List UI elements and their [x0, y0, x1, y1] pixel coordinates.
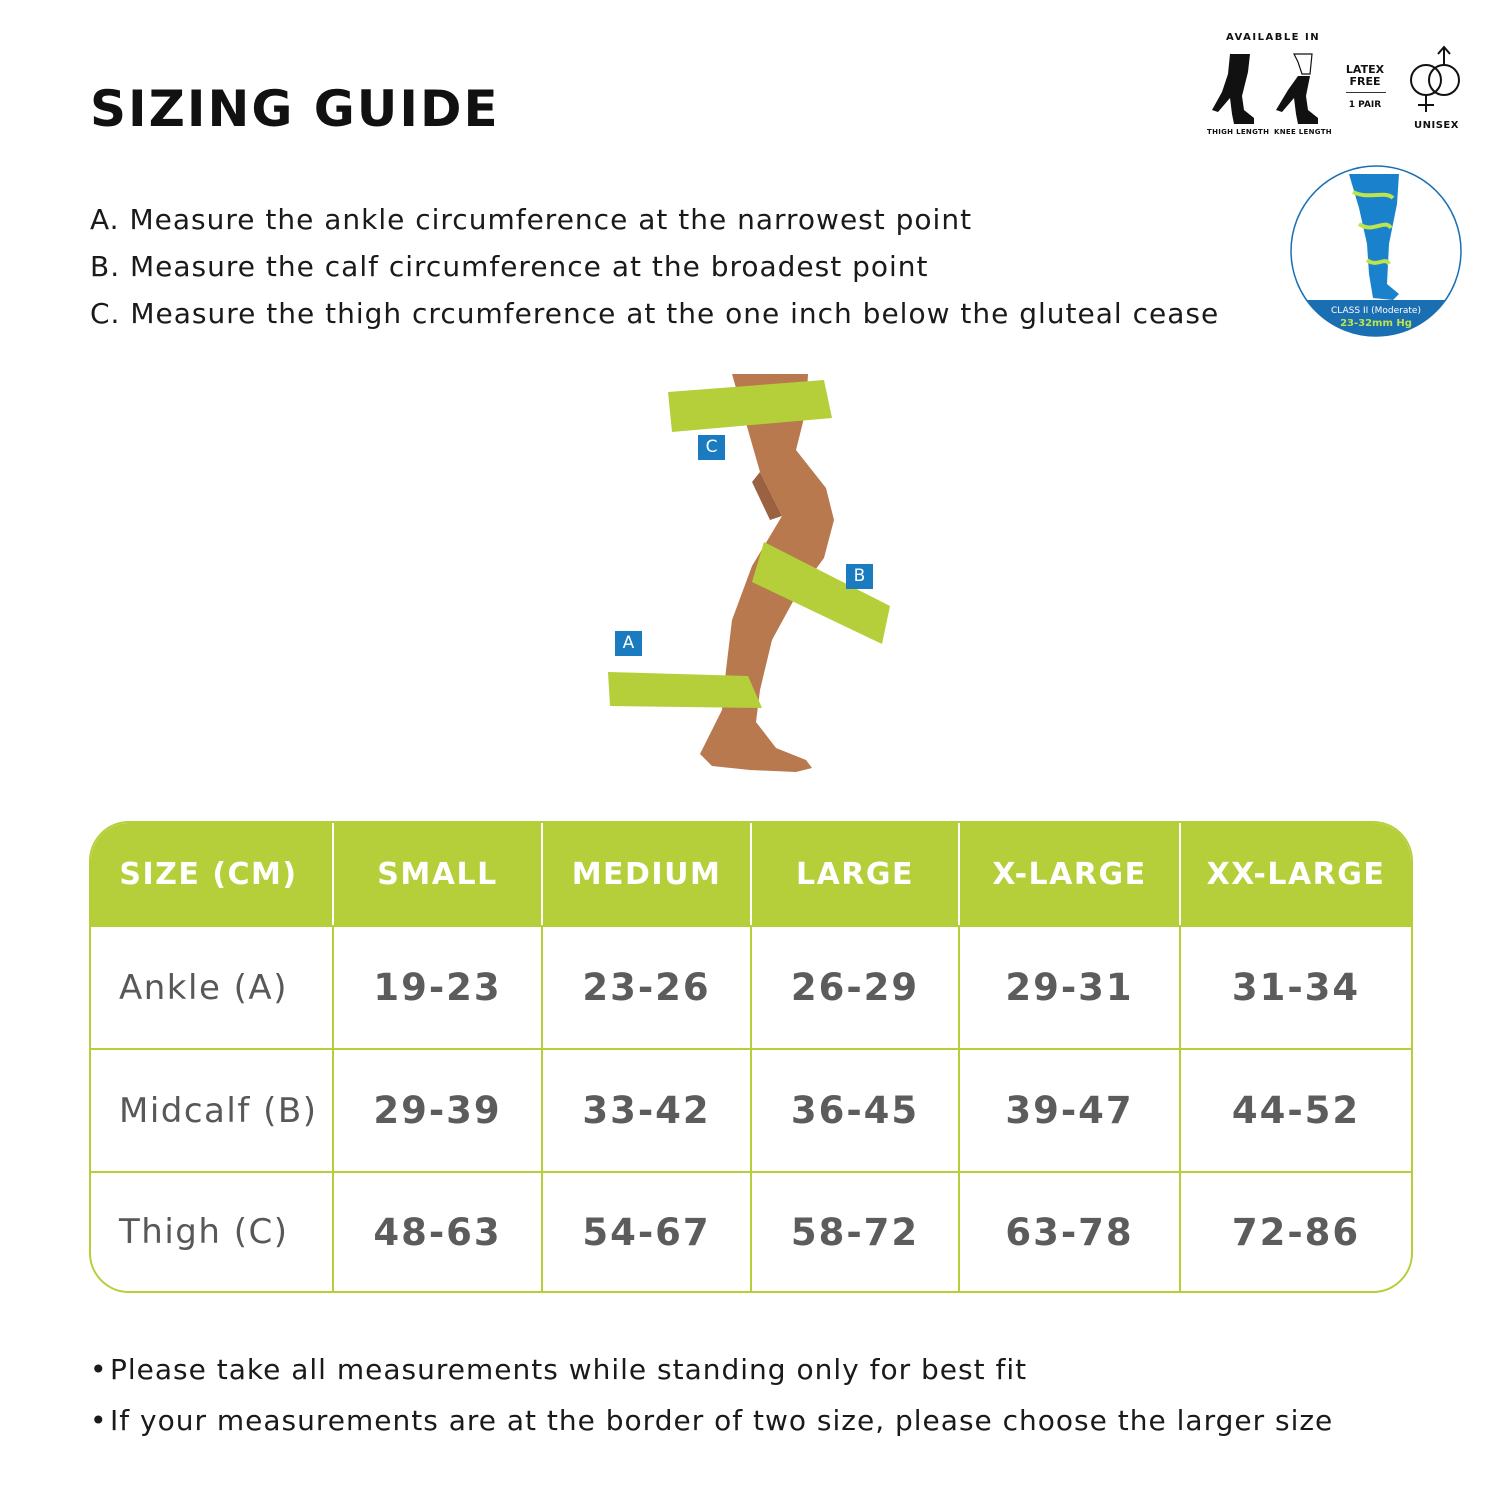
header-size-cm: SIZE (CM): [91, 823, 334, 925]
leg-measurement-illustration: [600, 370, 900, 780]
compression-class-label: CLASS II (Moderate): [1331, 306, 1421, 316]
available-in-label: AVAILABLE IN: [1226, 32, 1321, 43]
header-xx-large: XX-LARGE: [1181, 823, 1411, 925]
thigh-length-label: THIGH LENGTH: [1207, 128, 1270, 136]
pair-count-label: 1 PAIR: [1348, 100, 1382, 110]
table-cell: 29-31: [960, 925, 1181, 1048]
latex-free-label: LATEX FREE: [1345, 63, 1385, 88]
page-title: SIZING GUIDE: [90, 80, 500, 138]
unisex-label: UNISEX: [1414, 120, 1459, 131]
table-cell: 36-45: [752, 1048, 960, 1171]
thigh-length-icon: [1208, 52, 1258, 126]
instruction-thigh: C. Measure the thigh crcumference at the one inch below the gluteal cease: [90, 297, 1220, 330]
header-x-large: X-LARGE: [960, 823, 1181, 925]
note-item: [90, 1395, 1333, 1446]
note-border-size: If your measurements are at the border of two size, please choose the larger size: [110, 1404, 1334, 1437]
instruction-ankle: A. Measure the ankle circumference at the narrowest point: [90, 203, 973, 236]
bullet: •: [90, 1353, 108, 1386]
table-cell: 31-34: [1181, 925, 1411, 1048]
header-large: LARGE: [752, 823, 960, 925]
table-cell: 39-47: [960, 1048, 1181, 1171]
note-standing: Please take all measurements while standing only for best fit: [110, 1353, 1028, 1386]
header-medium: MEDIUM: [543, 823, 752, 925]
tag-c: C: [698, 435, 725, 460]
latex-divider: [1346, 92, 1386, 93]
table-cell: 72-86: [1181, 1171, 1411, 1291]
table-cell: 29-39: [334, 1048, 543, 1171]
table-cell: 48-63: [334, 1171, 543, 1291]
table-cell: 58-72: [752, 1171, 960, 1291]
table-cell: 19-23: [334, 925, 543, 1048]
knee-length-icon: [1272, 52, 1322, 126]
measurement-instructions: [90, 196, 1219, 337]
header-small: SMALL: [334, 823, 543, 925]
size-table: [89, 821, 1413, 1293]
gender-symbols-icon: [1404, 44, 1468, 120]
product-badges: [1200, 30, 1480, 140]
tag-b: B: [846, 564, 873, 589]
table-cell: 63-78: [960, 1171, 1181, 1291]
table-cell: 33-42: [543, 1048, 752, 1171]
knee-length-label: KNEE LENGTH: [1274, 128, 1332, 136]
bullet: •: [90, 1404, 108, 1437]
instruction-calf: B. Measure the calf circumference at the broadest point: [90, 250, 929, 283]
table-cell: 54-67: [543, 1171, 752, 1291]
note-item: [90, 1344, 1333, 1395]
table-cell: 26-29: [752, 925, 960, 1048]
tag-a: A: [615, 631, 642, 656]
table-cell: 23-26: [543, 925, 752, 1048]
compression-pressure-label: 23-32mm Hg: [1340, 318, 1412, 329]
row-label-ankle: Ankle (A): [91, 925, 334, 1048]
row-label-thigh: Thigh (C): [91, 1171, 334, 1291]
row-label-midcalf: Midcalf (B): [91, 1048, 334, 1171]
table-cell: 44-52: [1181, 1048, 1411, 1171]
fit-notes: [90, 1344, 1333, 1446]
